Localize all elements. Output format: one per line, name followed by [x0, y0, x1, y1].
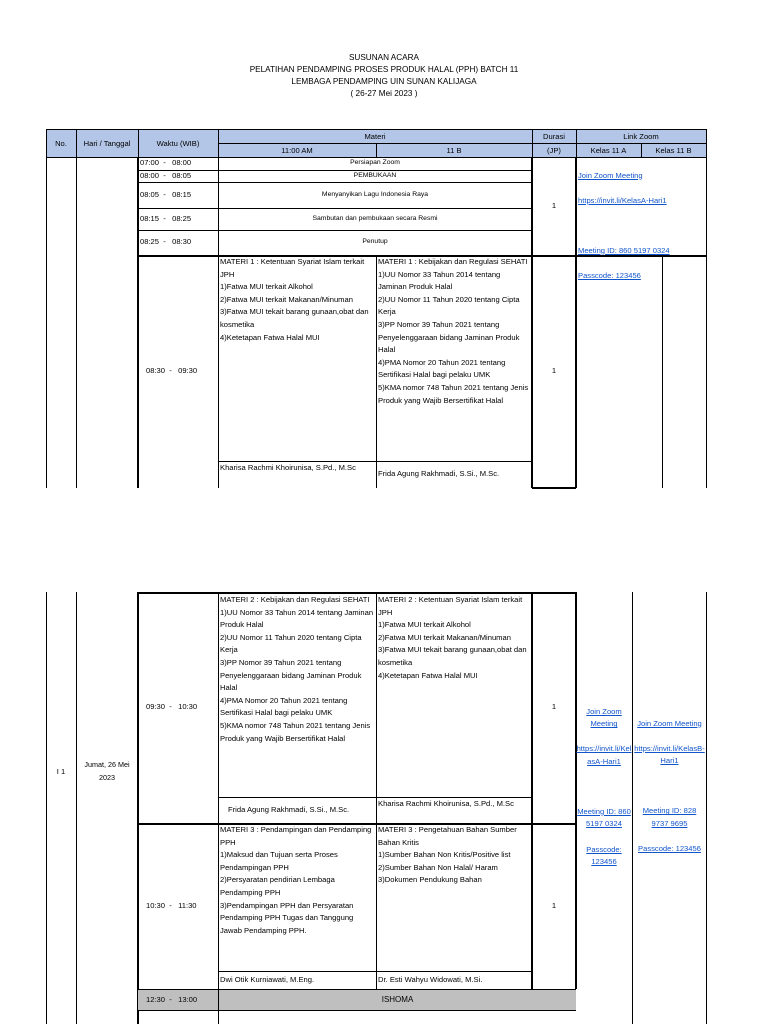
page2-zoom-a-join-link[interactable]: Join Zoom Meeting — [586, 706, 622, 729]
header-link-zoom: Link Zoom — [576, 129, 706, 143]
header-waktu: Waktu (WIB) — [138, 129, 218, 157]
page2-zoom-b-meeting-id[interactable]: Meeting ID: 828 9737 9695 — [642, 806, 697, 828]
opening-activity-1: Persiapan Zoom — [350, 159, 400, 167]
session1-speaker-a: Kharisa Rachmi Khoirunisa, S.Pd., M.Sc — [220, 463, 356, 472]
header-jp: (JP) — [532, 143, 576, 157]
session2-durasi: 1 — [551, 702, 557, 712]
session3-materi-b: MATERI 3 : Pengetahuan Bahan Sumber Bahan Kritis 1)Sumber Bahan Non Kritis/Positive list 2)Sumber Bahan Non Halal/ Haram 3)Dokumen Pendukung Bahan — [378, 825, 517, 885]
header-zoom-a: Kelas 11 A — [576, 143, 641, 157]
header-no: No. — [46, 129, 76, 157]
session2-time: 09:30 - 10:30 — [146, 702, 198, 712]
opening-activity-5: Penutup — [362, 238, 388, 246]
opening-time-4: 08:15 - 08:25 — [140, 213, 192, 223]
session2-materi-b: MATERI 2 : Ketentuan Syariat Islam terkait JPH 1)Fatwa MUI terkait Alkohol 2)Fatwa MUI terkait Makanan/Minuman 3)Fatwa MUI tekait barang gunaan,obat dan kosmetika 4)Ketetapan Fatwa Halal MUI — [378, 595, 527, 680]
page2-zoom-b-passcode[interactable]: Passcode: 123456 — [638, 843, 701, 853]
session1-materi-b: MATERI 1 : Kebijakan dan Regulasi SEHATI 1)UU Nomor 33 Tahun 2014 tentang Jaminan Produk Halal 2)UU Nomor 11 Tahun 2020 tentang Cipta Kerja 3)PP Nomor 39 Tahun 2021 tentang Penyelenggaraan bidang Jaminan Produk Halal 4)PMA Nomor 20 Tahun 2021 tentang Sertifikasi Halal bagi pelaku UMK 5)KMA nomor 748 Tahun 2021 tentang Jenis Produk yang Wajib Bersertifikat Halal — [378, 257, 529, 405]
session1-speaker-b: Frida Agung Rakhmadi, S.Si., M.Sc. — [378, 468, 500, 478]
opening-activity-3: Menyanyikan Lagu Indonesia Raya — [321, 190, 429, 198]
title-line-1: SUSUNAN ACARA — [348, 53, 420, 62]
title-line-4: ( 26-27 Mei 2023 ) — [350, 89, 418, 98]
page2-zoom-a-url-link[interactable]: https://invit.li/KelasA-Hari1 — [576, 744, 632, 766]
page2-zoom-b-url-link[interactable]: https://invit.li/KelasB-Hari1 — [634, 743, 705, 766]
session3-time: 10:30 - 11:30 — [146, 900, 197, 910]
opening-zoom-cell — [578, 157, 706, 280]
session3-materi-a: MATERI 3 : Pendampingan dan Pendamping PPH 1)Maksud dan Tujuan serta Proses Pendampingan PPH 2)Persyaratan pendirian Lembaga Pendamping PPH 3)Pendampingan PPH dan Persyaratan Pendamping PPH Tugas dan Tanggung Jawab Pendamping PPH. — [220, 825, 372, 935]
opening-durasi: 1 — [551, 200, 557, 210]
page2-zoom-b-cell — [634, 705, 705, 868]
ishoma-label: ISHOMA — [219, 990, 576, 1010]
opening-zoom-url-link[interactable]: https://invit.li/KelasA-Hari1 — [578, 195, 667, 205]
opening-activity-4: Sambutan dan pembukaan secara Resmi — [312, 214, 438, 222]
header-kelas-a: 11:00 AM — [218, 143, 376, 157]
session3-speaker-a: Dwi Otik Kurniawati, M.Eng. — [220, 974, 315, 984]
session3-durasi: 1 — [551, 900, 557, 910]
document-title — [0, 52, 768, 100]
session1-materi-a: MATERI 1 : Ketentuan Syariat Islam terkait JPH 1)Fatwa MUI terkait Alkohol 2)Fatwa MUI terkait Makanan/Minuman 3)Fatwa MUI tekait barang gunaan,obat dan kosmetika 4)Ketetapan Fatwa Halal MUI — [220, 257, 369, 342]
title-line-2: PELATIHAN PENDAMPING PROSES PRODUK HALAL (PPH) BATCH 11 — [249, 65, 519, 74]
day-number: I 1 — [56, 766, 66, 776]
session2-speaker-a: Frida Agung Rakhmadi, S.Si., M.Sc. — [228, 804, 350, 814]
header-materi: Materi — [218, 129, 532, 143]
opening-zoom-passcode[interactable]: Passcode: 123456 — [578, 270, 641, 280]
session2-materi-a: MATERI 2 : Kebijakan dan Regulasi SEHATI 1)UU Nomor 33 Tahun 2014 tentang Jaminan Produk Halal 2)UU Nomor 11 Tahun 2020 tentang Cipta Kerja 3)PP Nomor 39 Tahun 2021 tentang Penyelenggaraan bidang Jaminan Produk Halal 4)PMA Nomor 20 Tahun 2021 tentang Sertifikasi Halal bagi pelaku UMK 5)KMA nomor 748 Tahun 2021 tentang Jenis Produk yang Wajib Bersertifikat Halal — [220, 595, 374, 743]
page2-zoom-a-meeting-id[interactable]: Meeting ID: 860 5197 0324 — [577, 806, 631, 829]
opening-zoom-meeting-id[interactable]: Meeting ID: 860 5197 0324 — [578, 245, 670, 255]
page2-zoom-b-join-link[interactable]: Join Zoom Meeting — [637, 718, 702, 728]
ishoma-time: 12:30 - 13:00 — [138, 990, 218, 1010]
opening-activity-2: PEMBUKAAN — [353, 171, 397, 179]
header-zoom-b: Kelas 11 B — [641, 143, 706, 157]
header-hari: Hari / Tanggal — [76, 129, 138, 157]
title-line-3: LEMBAGA PENDAMPING UIN SUNAN KALIJAGA — [291, 77, 477, 86]
header-kelas-b: 11 B — [376, 143, 532, 157]
opening-zoom-join-link[interactable]: Join Zoom Meeting — [578, 170, 643, 180]
session1-durasi: 1 — [551, 365, 557, 375]
header-durasi: Durasi — [532, 129, 576, 143]
opening-time-3: 08:05 - 08:15 — [140, 189, 192, 199]
page2-zoom-a-passcode[interactable]: Passcode: 123456 — [586, 844, 622, 867]
opening-time-2: 08:00 - 08:05 — [140, 170, 192, 180]
opening-time-1: 07:00 - 08:00 — [140, 158, 192, 168]
session1-time: 08:30 - 09:30 — [146, 365, 198, 375]
session2-speaker-b: Kharisa Rachmi Khoirunisa, S.Pd., M.Sc — [378, 799, 514, 808]
day-date: Jumat, 26 Mei 2023 — [84, 760, 130, 782]
page2-zoom-a-cell — [576, 693, 632, 881]
session3-speaker-b: Dr. Esti Wahyu Widowati, M.Si. — [378, 974, 483, 984]
opening-time-5: 08:25 - 08:30 — [140, 237, 192, 247]
